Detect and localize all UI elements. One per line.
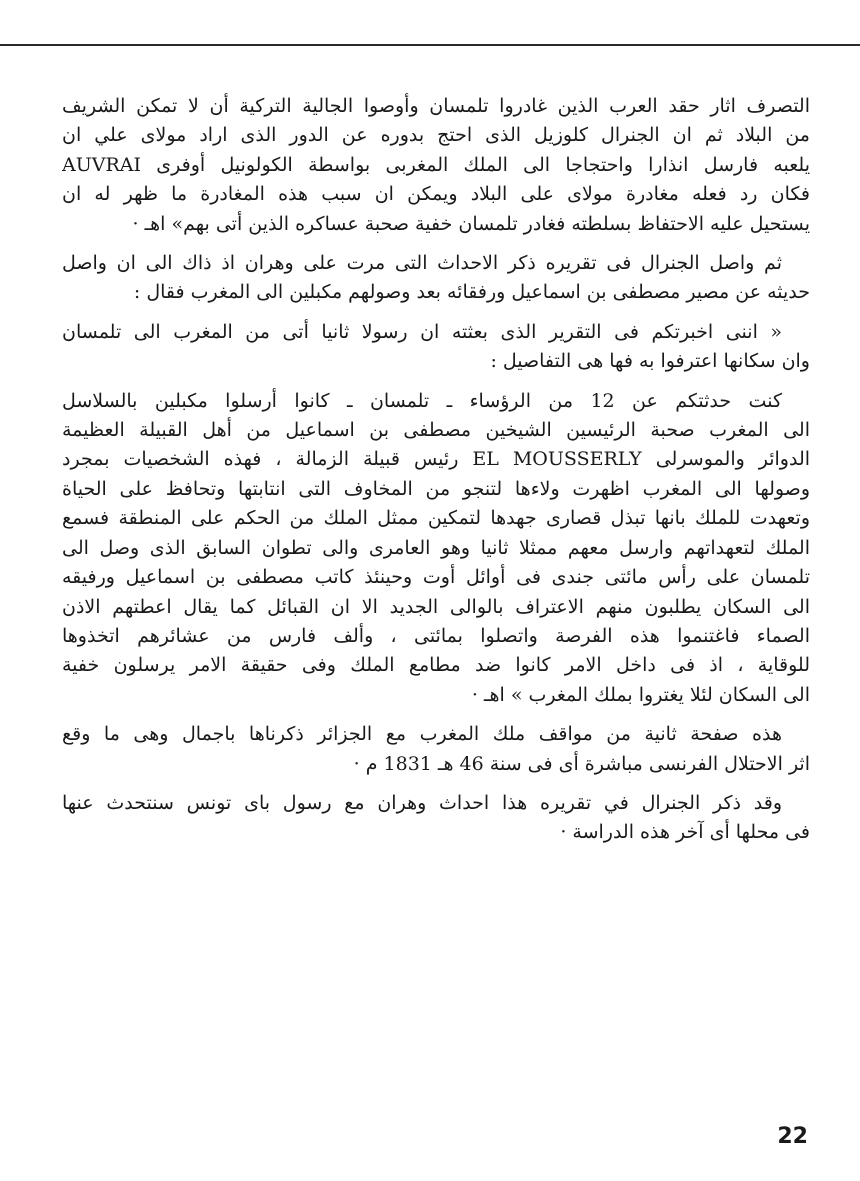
text-line: فكان رد فعله مغادرة مولاى على البلاد ويمكن ان سبب هذه المغادرة ما ظهر له ان	[62, 183, 810, 206]
text-line: من البلاد ثم ان الجنرال كلوزيل الذى احتج بدوره عن الدور الذى اراد مولاى علي ان	[62, 124, 810, 147]
text-line: فى محلها أى آخر هذه الدراسة ·	[560, 821, 810, 844]
page-body	[62, 92, 810, 858]
paragraph	[62, 249, 810, 308]
text-line: وصولها الى المغرب اظهرت ولاءها لتنجو من المخاوف التى انتابتها وتحافظ على الحياة	[62, 477, 810, 500]
text-line: كنت حدثتكم عن 12 من الرؤساء ـ تلمسان ـ كانوا أرسلوا مكبلين بالسلاسل	[62, 389, 782, 412]
text-line: اثر الاحتلال الفرنسى مباشرة أى فى سنة 46 هـ 1831 م ·	[353, 752, 810, 775]
text-line: وقد ذكر الجنرال في تقريره هذا احداث وهران مع رسول باى تونس سنتحدث عنها	[62, 791, 782, 814]
paragraph	[62, 318, 810, 377]
paragraph	[62, 789, 810, 848]
text-line: تلمسان على رأس مائتى جندى فى أوائل أوت وحينئذ كاتب مصطفى بن اسماعيل ورفيقه	[62, 566, 810, 589]
text-line: الى السكان لئلا يغتروا بملك المغرب » اهـ ·	[471, 683, 810, 706]
text-line: ثم واصل الجنرال فى تقريره ذكر الاحداث التى مرت على وهران اذ ذاك الى ان واصل	[62, 252, 782, 275]
text-line: التصرف اثار حقد العرب الذين غادروا تلمسان وأوصوا الجالية التركية أن لا تمكن الشريف	[62, 95, 810, 117]
text-line: الى المغرب صحبة الرئيسين الشيخين مصطفى بن اسماعيل من أهل القبيلة العظيمة	[62, 419, 810, 442]
text-line: الصماء فاغتنموا هذه الفرصة واتصلوا بمائتى ، وألف فارس من عشائرهم اتخذوها	[62, 624, 810, 647]
text-line: وتعهدت للملك بانها تبذل قصارى جهدها لتمكين ممثل الملك من الحكم على المنطقة فسمع	[62, 507, 810, 530]
text-line: الى السكان يطلبون منهم الاعتراف بالوالى الجديد الا ان القبائل كما يقال اعطتهم الاذن	[62, 595, 810, 618]
text-line: الدوائر والموسرلى EL MOUSSERLY رئيس قبيلة الزمالة ، فهذه الشخصيات بمجرد	[62, 448, 810, 471]
page-number: 22	[777, 1124, 808, 1149]
text-line: وان سكانها اعترفوا به فها هى التفاصيل :	[490, 350, 810, 373]
text-line: الملك لتعهداتهم وارسل معهم ممثلا ثانيا وهو العامرى والى تطوان السابق الذى وصل الى	[62, 536, 810, 559]
paragraph	[62, 92, 810, 239]
text-line: حديثه عن مصير مصطفى بن اسماعيل ورفقائه بعد وصولهم مكبلين الى المغرب فقال :	[133, 281, 810, 304]
text-line: يلعبه فارسل انذارا واحتجاجا الى الملك المغربى بواسطة الكولونيل أوفرى AUVRAI	[62, 153, 810, 176]
paragraph	[62, 387, 810, 710]
paragraph	[62, 720, 810, 779]
text-line: يستحيل عليه الاحتفاظ بسلطته فغادر تلمسان خفية صحبة عساكره الذين أتى بهم» اهـ ·	[132, 212, 810, 235]
header-rule	[0, 44, 860, 46]
text-line: هذه صفحة ثانية من مواقف ملك المغرب مع الجزائر ذكرناها باجمال وهى ما وقع	[62, 723, 782, 746]
text-line: للوقاية ، اذ فى داخل الامر كانوا ضد مطامع الملك وفى حقيقة الامر يرسلون خفية	[62, 654, 810, 677]
text-line: « اننى اخبرتكم فى التقرير الذى بعثته ان رسولا ثانيا أتى من المغرب الى تلمسان	[62, 320, 782, 343]
